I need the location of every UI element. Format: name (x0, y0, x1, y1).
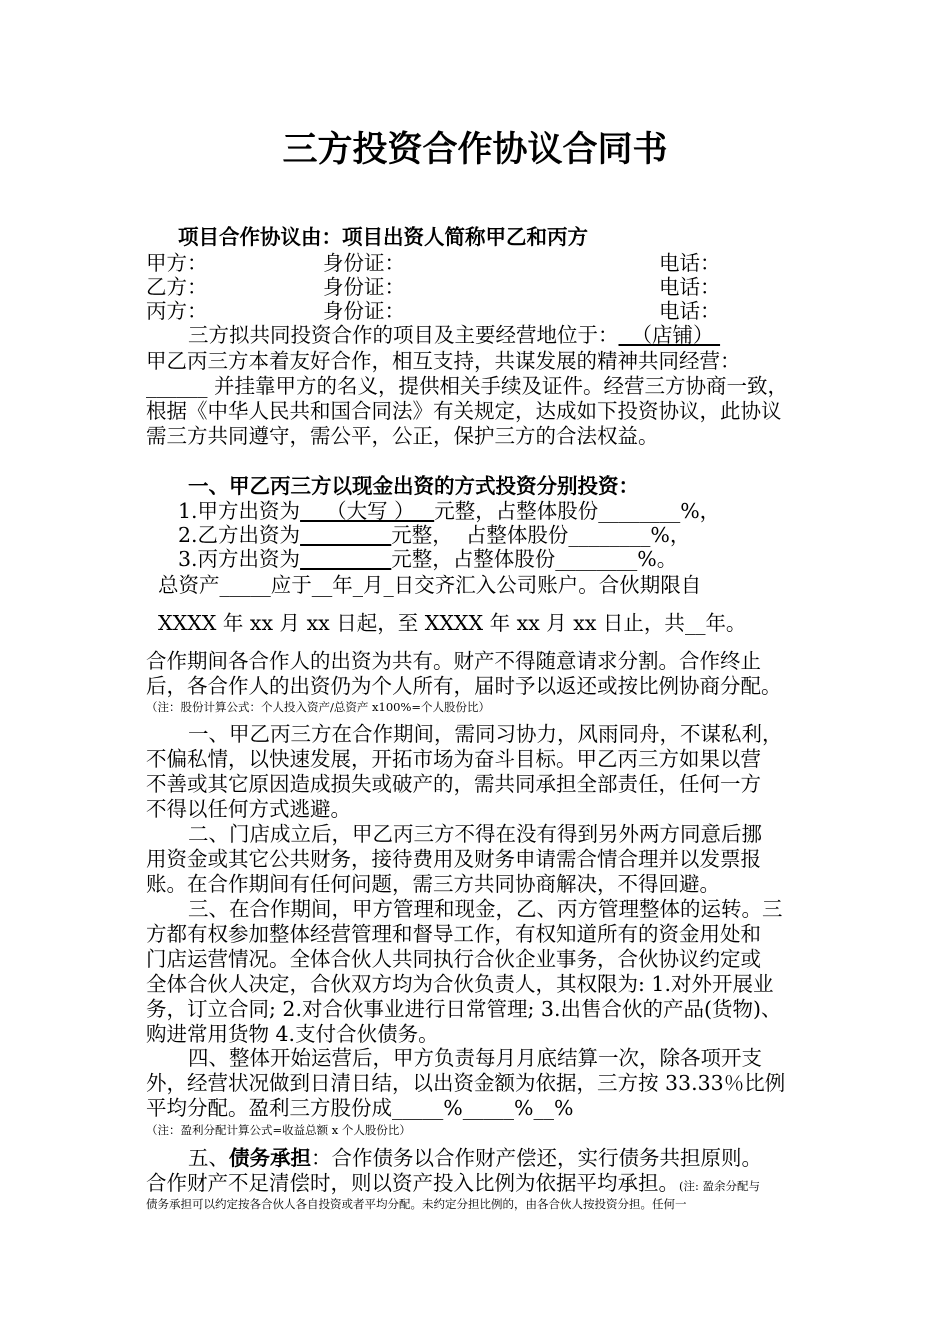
total-due-label: 应于 (270, 573, 312, 597)
clause-1-line-3: 不善或其它原因造成损失或破产的，需共同承担全部责任，任何一方 (146, 772, 761, 796)
clause-5-prefix: 五、 (188, 1146, 229, 1170)
clause-5-line-1-rest: ：合作债务以合作财产偿还，实行债务共担原则。 (311, 1146, 762, 1170)
clause-5-heading: 债务承担 (229, 1146, 311, 1170)
profit-share-blank-2: _____ (462, 1096, 514, 1120)
term-line (158, 613, 746, 634)
clause-2-line-1: 二、门店成立后，甲乙丙三方不得在没有得到另外两方同意后挪 (188, 822, 762, 846)
intro-line-3 (146, 376, 788, 397)
investment-c-pct-blank: ________ (555, 547, 638, 571)
total-year-label: 年 (332, 573, 353, 597)
party-c-phone: 电话： (659, 299, 721, 323)
clause-5-line-2 (146, 1173, 760, 1194)
clause-1-line-2: 不偏私情，以快速发展，开拓市场为奋斗目标。甲乙丙三方如果以营 (146, 747, 761, 771)
clause-5-line-2-text: 合作财产不足清偿时，则以资产投入比例为依据平均承担。 (146, 1171, 679, 1195)
profit-formula-note: （注：盈利分配计算公式=收益总额 x 个人股份比） (146, 1123, 411, 1137)
investment-a-amount-blank: （大写 ） (300, 499, 435, 523)
profit-share-pct-1: % (443, 1096, 463, 1120)
investment-a-end: %， (680, 499, 721, 523)
share-formula-note: （注：股份计算公式：个人投入资产/总资产 x100%=个人股份比） (146, 700, 491, 714)
clause-1-line-4: 不得以任何方式逃避。 (146, 797, 351, 821)
clause-5-note-line: 债务承担可以约定按各合伙人各自投资或者平均分配。未约定分担比例的，由各合伙人按投资分担。任何一 (146, 1197, 687, 1211)
total-assets-label: 总资产 (158, 573, 220, 597)
intro-location-text: 三方拟共同投资合作的项目及主要经营地位于： (188, 323, 619, 347)
clause-4-line-1: 四、整体开始运营后，甲方负责每月月底结算一次，除各项开支 (188, 1046, 762, 1070)
intro-line-3-text: 并挂靠甲方的名义，提供相关手续及证件。经营三方协商一致， (207, 374, 789, 398)
intro-line-4: 根据《中华人民共和国合同法》有关规定，达成如下投资协议，此协议 (146, 399, 782, 423)
intro-heading: 项目合作协议由：项目出资人简称甲乙和丙方 (178, 225, 588, 249)
profit-share-text: 平均分配。盈利三方股份成 (146, 1096, 392, 1120)
total-month-blank: _ (352, 573, 363, 597)
investment-a-mid: 元整，占整体股份 (434, 499, 599, 523)
total-year-blank: __ (311, 573, 333, 597)
clause-5-line-1 (188, 1148, 762, 1169)
intro-line-5: 需三方共同遵守，需公平，公正，保护三方的合法权益。 (146, 424, 659, 448)
investment-b-pct-blank: ________ (568, 523, 651, 547)
investment-b-mid: 元整， 占整体股份 (391, 523, 569, 547)
clause-3-line-3: 门店运营情况。全体合伙人共同执行合伙企业事务，合伙协议约定或 (146, 947, 761, 971)
investment-b-amount-blank (300, 523, 391, 547)
clause-2-line-2: 用资金或其它公共财务，接待费用及财务申请需合情合理并以发票报 (146, 847, 761, 871)
party-a-id: 身份证： (323, 251, 405, 275)
clause-1-line-1: 一、甲乙丙三方在合作期间，需同习协力，风雨同舟，不谋私利， (188, 722, 783, 746)
term-end: 年。 (705, 611, 747, 635)
total-line-end: 日交齐汇入公司账户。合伙期限自 (393, 573, 702, 597)
party-c-id: 身份证： (323, 299, 405, 323)
investment-c-label: 3.丙方出资为 (178, 547, 301, 571)
clause-3-line-5: 务，订立合同; 2.对合伙事业进行日常管理; 3.出售合伙的产品(货物)、 (146, 997, 782, 1021)
clause-5-note-start: (注: 盈余分配与 (679, 1179, 761, 1193)
profit-share-blank-3: __ (533, 1096, 554, 1120)
total-assets-line (158, 575, 701, 596)
intro-line-1 (188, 325, 720, 346)
clause-4-line-3 (146, 1098, 573, 1119)
investment-b-end: %， (650, 523, 691, 547)
intro-line-2: 甲乙丙三方本着友好合作，相互支持，共谋发展的精神共同经营： (146, 349, 741, 373)
investment-c (178, 549, 677, 570)
investment-c-end: %。 (637, 547, 678, 571)
business-blank: ______ (146, 374, 208, 398)
investment-a-pct-blank: ________ (598, 499, 681, 523)
ownership-line-1: 合作期间各合作人的出资为共有。财产不得随意请求分割。合作终止 (146, 649, 761, 673)
investment-c-amount-blank (300, 547, 391, 571)
party-b-id: 身份证： (323, 275, 405, 299)
clause-4-line-2: 外，经营状况做到日清日结，以出资金额为依据，三方按 33.33％比例 (146, 1071, 786, 1095)
clause-2-line-3: 账。在合作期间有任何问题，需三方共同协商解决，不得回避。 (146, 872, 720, 896)
party-b-name: 乙方： (146, 275, 208, 299)
location-blank: （店铺） (618, 323, 721, 347)
party-b-phone: 电话： (659, 275, 721, 299)
profit-share-pct-2: % (513, 1096, 534, 1120)
investment-b (178, 525, 690, 546)
document-title: 三方投资合作协议合同书 (282, 129, 668, 170)
total-month-label: 月 (363, 573, 384, 597)
investment-b-label: 2.乙方出资为 (178, 523, 301, 547)
ownership-line-2: 后，各合作人的出资仍为个人所有，届时予以返还或按比例协商分配。 (146, 674, 782, 698)
term-text: XXXX 年 xx 月 xx 日起，至 XXXX 年 xx 月 xx 日止，共 (158, 611, 685, 635)
investment-a-label: 1.甲方出资为 (178, 499, 301, 523)
investment-a (178, 501, 720, 522)
clause-3-line-6: 购进常用货物 4.支付合伙债务。 (146, 1022, 439, 1046)
total-day-blank: _ (383, 573, 394, 597)
profit-share-pct-3: % (553, 1096, 574, 1120)
term-years-blank: __ (684, 611, 706, 635)
party-c-name: 丙方： (146, 299, 208, 323)
investment-c-mid: 元整，占整体股份 (391, 547, 556, 571)
section-1-heading: 一、甲乙丙三方以现金出资的方式投资分别投资： (188, 474, 639, 498)
clause-3-line-2: 方都有权参加整体经营管理和督导工作，有权知道所有的资金用处和 (146, 922, 761, 946)
total-assets-blank: _____ (219, 573, 271, 597)
party-a-name: 甲方： (146, 251, 208, 275)
clause-3-line-4: 全体合伙人决定，合伙双方均为合伙负责人，其权限为: 1.对外开展业 (146, 972, 774, 996)
clause-3-line-1: 三、在合作期间，甲方管理和现金，乙、丙方管理整体的运转。三 (188, 897, 783, 921)
party-a-phone: 电话： (659, 251, 721, 275)
profit-share-blank-1: _____ (392, 1096, 444, 1120)
